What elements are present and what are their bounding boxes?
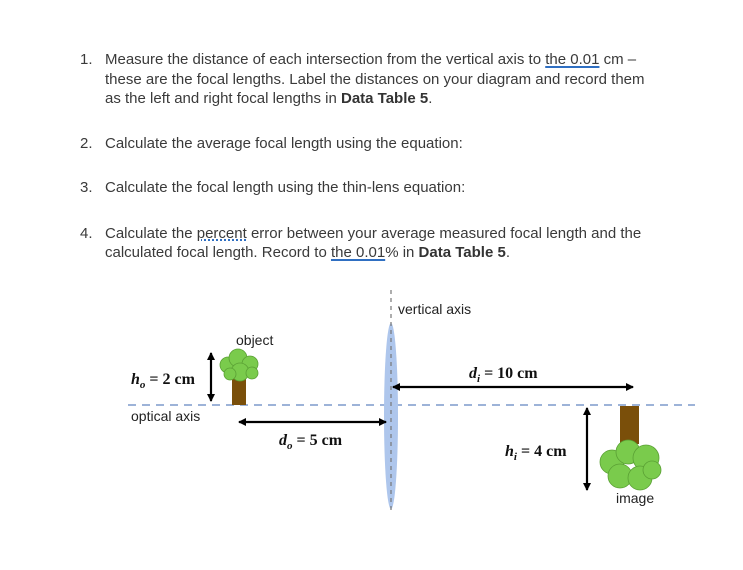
step-4-text-b: error between your average measured focal length and the	[246, 224, 642, 242]
step-4-text-c: calculated focal length. Record to	[105, 244, 331, 261]
percent-link: percent	[196, 224, 247, 242]
step-number: 2.	[80, 134, 93, 152]
step-number: 1.	[80, 51, 93, 68]
object-label: object	[236, 332, 274, 348]
step-1-text-e: .	[428, 90, 433, 107]
image-foliage	[600, 440, 661, 490]
step-4-text-e: .	[505, 244, 510, 261]
step-number: 4.	[80, 224, 93, 242]
step-1-link: the 0.01	[545, 51, 600, 68]
object-foliage	[220, 349, 258, 381]
step-3-text: Calculate the focal length using the thin-lens equation:	[105, 179, 466, 196]
data-table-ref: Data Table 5	[340, 90, 429, 107]
step-1-text-a: Measure the distance of each intersection from the vertical axis to	[105, 51, 546, 68]
step-4-link: the 0.01	[330, 244, 386, 261]
step-1-text-c: these are the focal lengths. Label the distances on your diagram and record them	[105, 70, 645, 88]
ho-label: $h_o = 2$ cm	[131, 371, 195, 391]
step-1-text-b: cm –	[599, 51, 637, 68]
hi-label: $h_i = 4$ cm	[505, 443, 567, 463]
optical-axis-label: optical axis	[131, 408, 201, 424]
step-2-text: Calculate the average focal length using the equation:	[105, 134, 463, 152]
image-label: image	[616, 490, 655, 506]
image-trunk	[620, 406, 639, 444]
lens	[384, 323, 398, 509]
step-number: 3.	[80, 179, 93, 196]
step-4-text-a: Calculate the	[105, 224, 197, 242]
do-label: $d_o = 5$ cm	[279, 432, 343, 452]
data-table-ref: Data Table 5	[418, 244, 506, 261]
vertical-axis-label: vertical axis	[398, 301, 472, 317]
object-trunk	[232, 378, 246, 405]
step-4-text-d: % in	[385, 244, 419, 261]
di-label: $d_i = 10$ cm	[469, 365, 538, 385]
step-1-text-d: as the left and right focal lengths in	[105, 90, 341, 107]
